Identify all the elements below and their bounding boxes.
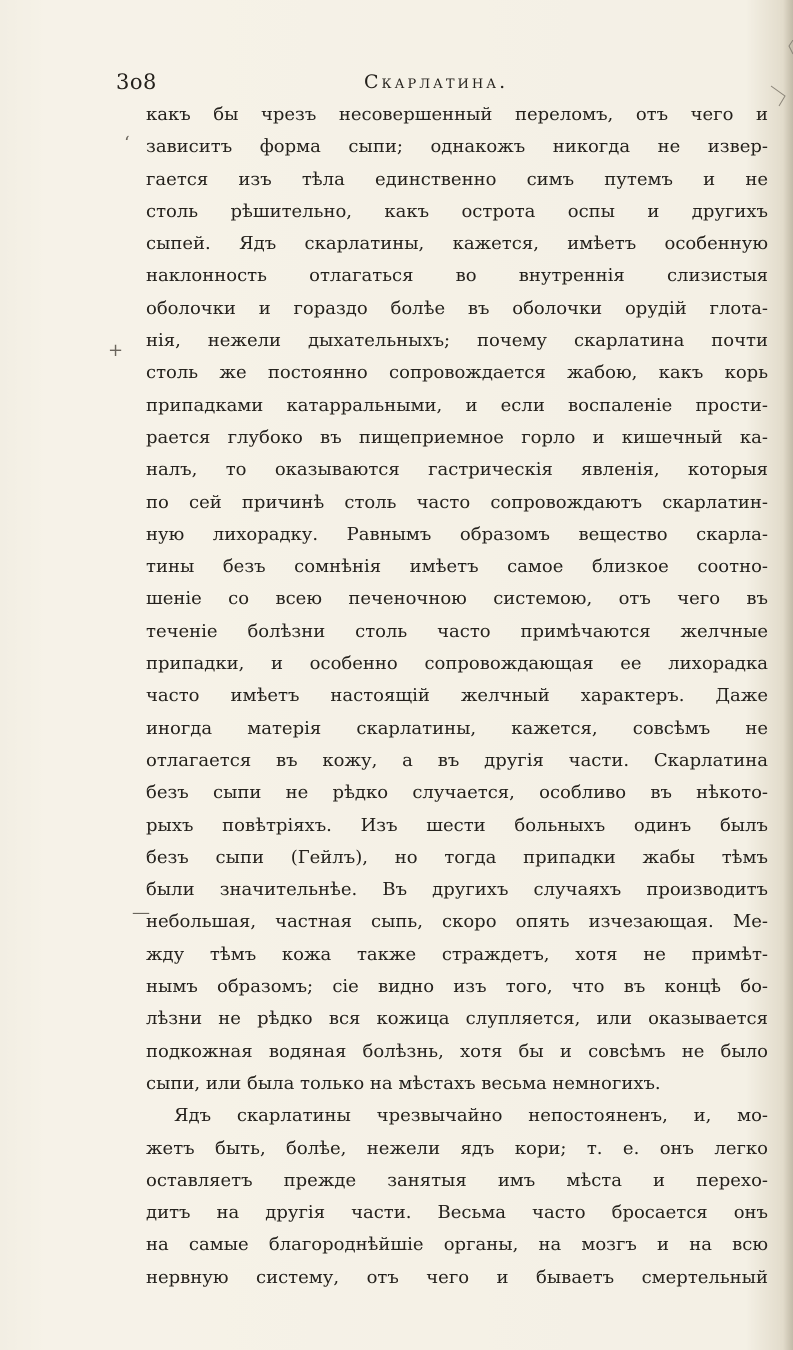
text-line: сыпи, или была только на мѣстахъ весьма немногихъ. [146, 1072, 661, 1094]
text-line: жетъ быть, болѣе, нежели ядъ кори; т. е. онъ легко [146, 1137, 768, 1159]
text-line: на самые благороднѣйшіе органы, на мозгъ и на всю [146, 1234, 768, 1256]
text-line: нервную систему, отъ чего и бываетъ смертельный [146, 1266, 768, 1288]
text-line: нія, нежели дыхательныхъ; почему скарлатина почти [146, 330, 768, 352]
text-line: были значительнѣе. Въ другихъ случаяхъ производитъ [146, 879, 768, 901]
text-line: иногда матерія скарлатины, кажется, совсѣмъ не [146, 717, 768, 739]
text-line: столь же постоянно сопровождается жабою, какъ корь [146, 362, 768, 384]
text-line: лѣзни не рѣдко вся кожица слупляется, или оказывается [146, 1008, 768, 1030]
text-line: налъ, то оказываются гастрическія явленія, которыя [146, 459, 768, 481]
page-edge-shadow [783, 0, 793, 1350]
text-line: отлагается въ кожу, а въ другія части. Скарлатина [146, 749, 768, 771]
text-line: жду тѣмъ кожа также страждетъ, хотя не примѣт- [146, 943, 768, 965]
text-line: гается изъ тѣла единственно симъ путемъ и не [146, 168, 768, 190]
margin-cross-mark: + [108, 340, 124, 361]
text-line: припадками катарральными, и если воспаленіе прости- [146, 394, 768, 416]
text-line: оставляетъ прежде занятыя имъ мѣста и перехо- [146, 1169, 768, 1191]
margin-dash-mark: — [132, 902, 150, 923]
text-line: рыхъ повѣтріяхъ. Изъ шести больныхъ одинъ былъ [146, 814, 768, 836]
text-line: небольшая, частная сыпь, скоро опять изчезающая. Ме- [146, 911, 768, 933]
text-line: подкожная водяная болѣзнь, хотя бы и совсѣмъ не было [146, 1040, 768, 1062]
text-line: какъ бы чрезъ несовершенный переломъ, отъ чего и [146, 104, 768, 125]
text-line: наклонность отлагаться во внутреннія слизистыя [146, 265, 768, 287]
text-line: рается глубоко въ пищеприемное горло и кишечный ка- [146, 426, 768, 448]
text-line: безъ сыпи (Гейлъ), но тогда припадки жабы тѣмъ [146, 846, 768, 868]
text-line: ную лихорадку. Равнымъ образомъ вещество скарла- [146, 523, 768, 545]
text-line: шеніе со всею печеночною системою, отъ чего въ [146, 588, 768, 610]
text-line: столь рѣшительно, какъ острота оспы и другихъ [146, 200, 768, 222]
text-line: нымъ образомъ; сіе видно изъ того, что въ концѣ бо- [146, 976, 768, 998]
text-line: дитъ на другія части. Весьма часто бросается онъ [146, 1202, 768, 1224]
text-line: оболочки и гораздо болѣе въ оболочки орудій глота- [146, 297, 768, 319]
text-line: сыпей. Ядъ скарлатины, кажется, имѣетъ особенную [146, 233, 768, 255]
text-line: теченіе болѣзни столь часто примѣчаются желчные [146, 620, 768, 642]
text-line: припадки, и особенно сопровождающая ее лихорадка [146, 653, 768, 675]
text-line: тины безъ сомнѣнія имѣетъ самое близкое соотно- [146, 556, 768, 578]
body-text [146, 99, 768, 1294]
margin-tick-mark: ‘ [124, 133, 130, 154]
running-title: Скарлатина. [364, 71, 509, 93]
page-number: 3o8 [116, 70, 157, 94]
text-line: Ядъ скарлатины чрезвычайно непостояненъ, и, мо- [174, 1105, 768, 1127]
text-line: по сей причинѣ столь часто сопровождаютъ скарлатин- [146, 491, 768, 513]
text-line: зависитъ форма сыпи; однакожъ никогда не извер- [146, 136, 768, 158]
text-line: безъ сыпи не рѣдко случается, особливо въ нѣкото- [146, 782, 768, 804]
text-line: часто имѣетъ настоящій желчный характеръ. Даже [146, 685, 768, 707]
